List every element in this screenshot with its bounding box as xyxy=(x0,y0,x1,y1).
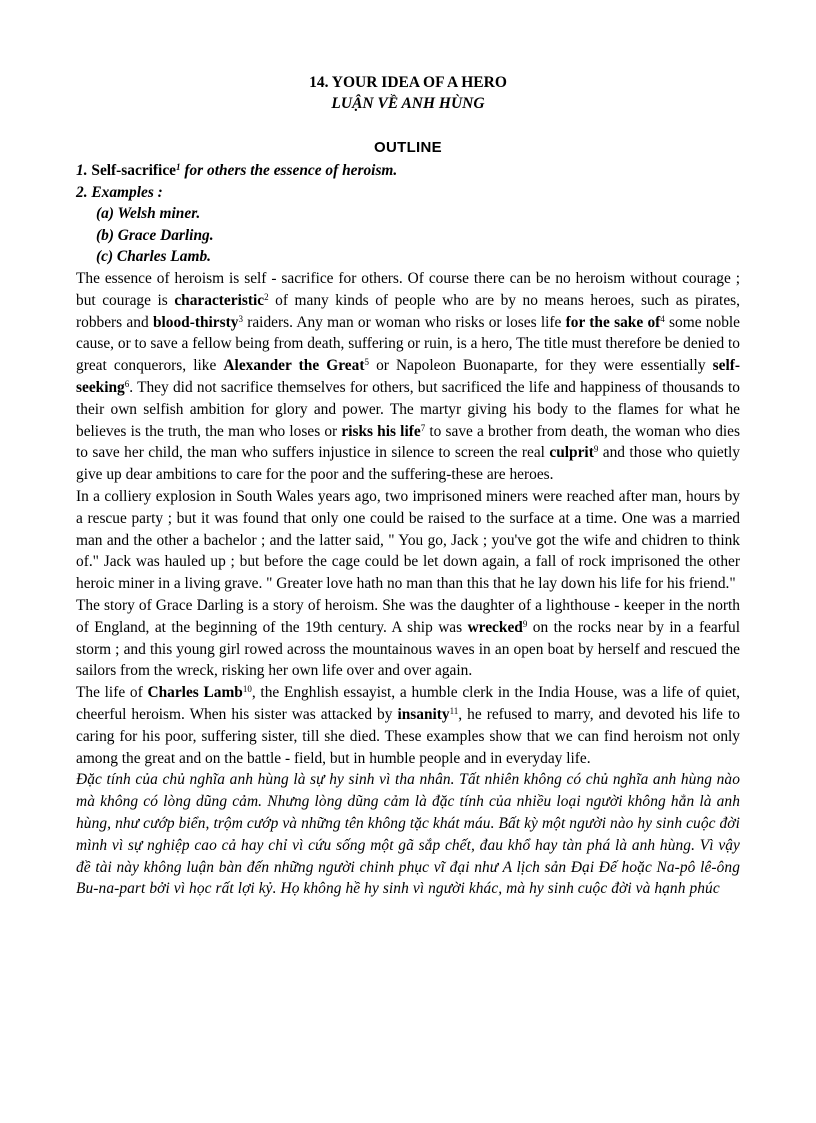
keyword: insanity xyxy=(397,705,450,723)
footnote-ref: 3 xyxy=(238,313,243,324)
keyword: for the sake of xyxy=(565,313,661,331)
paragraph-grace-darling: The story of Grace Darling is a story of heroism. She was the daughter of a lighthouse - keeper in the north of England, at the beginning of the 19th century. A ship was wrecked$^9$ on the rocks near by in a fearful storm ; and this young girl rowed across the mountainous waves in an open boat by herself and rescued the sailors from the wreck, risking her own life over and over again. xyxy=(76,596,740,680)
keyword: wrecked xyxy=(467,618,523,636)
outline-item-1: 1. Self-sacrifice$^1$ for others the essence of heroism. xyxy=(76,162,398,179)
footnote-ref: 9 xyxy=(522,618,528,629)
outline-list xyxy=(76,160,746,268)
page-title: 14. YOUR IDEA OF A HERO xyxy=(309,74,507,91)
keyword: self-seeking xyxy=(76,357,740,396)
paragraph-charles-lamb: The life of Charles Lamb$^{10}$, the Enghlish essayist, a humble clerk in the India House, was a life of quiet, cheerful heroism. When his sister was attacked by insanity$^{11}$, he refused to marry, and devoted his life to caring for his poor, suffering sister, till she died. These examples show that we can find heroism not only among the great and on the battle - field, but in humble people and in everyday life. xyxy=(76,684,740,767)
outline-keyword: Self-sacrifice xyxy=(91,162,176,179)
paragraph-vietnamese-translation: Đặc tính của chủ nghĩa anh hùng là sự hy sinh vì tha nhân. Tất nhiên không có chủ nghĩa anh hùng nào mà không có lòng dũng cảm. Nhưng lòng dũng cảm là đặc tính của nhiều loại người không hẳn là anh hùng, như cướp biển, trộm cướp và những tên không tặc khát máu. Bất kỳ một người nào hy sinh cuộc đời mình vì sự nghiệp cao cả hay chỉ vì cứu sống một gã sắp chết, đau khổ hay tàn phá là anh hùng. Vì vậy đề tài này không luận bàn đến những người chinh phục vĩ đại như A lịch sản Đại Đế hoặc Na-pô lê-ông Bu-na-part bởi vì học rất lợi kỷ. Họ không hề hy sinh vì người khác, mà hy sinh cuộc đời và hạnh phúc xyxy=(76,771,740,898)
outline-item-2: 2. Examples : xyxy=(76,183,163,201)
footnote-ref: 9 xyxy=(593,444,599,455)
footnote-ref: 10 xyxy=(242,684,252,695)
outline-subitem-c: (c) Charles Lamb. xyxy=(96,248,211,265)
essay-body xyxy=(76,268,740,900)
footnote-ref: 5 xyxy=(364,357,369,368)
footnote-ref: 7 xyxy=(420,422,426,433)
page-subtitle: LUẬN VỀ ANH HÙNG xyxy=(331,95,485,112)
keyword: Charles Lamb xyxy=(147,684,243,702)
footnote-ref: 1 xyxy=(176,162,181,172)
footnote-ref: 6 xyxy=(124,378,130,389)
paragraph-essence-of-heroism: The essence of heroism is self - sacrifice for others. Of course there can be no heroism without courage ; but courage is characteristic$^2$ of many kinds of people who are by no means heroes, such as pirates, robbers and blood-thirsty$^3$ raiders. Any man or woman who risks or loses life for the sake $of^4$ some noble cause, or to save a fellow being from death, suffering or ruin, is a hero, The title must therefore be denied to great conquerors, like Alexander the Great$^5$ or Napoleon Buonaparte, for they were essentially self-seeking$^6$. They did not sacrifice themselves for others, but sacrificed the life and happiness of thousands to their own selfish ambition for glory and power. The martyr giving his body to the flames for what he believes is the truth, the man who loses or risks his life$^7$ to save a brother from death, the woman who dies to save her child, the man who suffers injustice in silence to screen the real culprit$^9$ and those who quietly give up dear ambitions to care for the poor and the suffering-these are heroes. xyxy=(76,270,741,484)
keyword: culprit xyxy=(549,444,594,462)
footnote-ref: 2 xyxy=(264,291,269,302)
keyword: blood-thirsty xyxy=(152,313,239,331)
outline-subitem-b: (b) Grace Darling. xyxy=(96,226,214,244)
keyword: characteristic xyxy=(174,291,265,309)
footnote-ref: 4 xyxy=(660,313,665,324)
keyword: Alexander the Great xyxy=(223,357,365,375)
outline-subitem-a: (a) Welsh miner. xyxy=(96,205,201,222)
keyword: risks his life xyxy=(341,422,421,440)
footnote-ref: 11 xyxy=(449,705,459,716)
outline-heading: OUTLINE xyxy=(374,139,442,156)
paragraph-welsh-miner: In a colliery explosion in South Wales years ago, two imprisoned miners were reached after man, hours by a rescue party ; but it was found that only one could be raised to the surface at a time. One was a married man and the other a bachelor ; and the latter said, " You go, Jack ; you've got the wife and chidren to think of." Jack was hauled up ; but before the cage could be let down again, a fall of rock imprisoned the other heroic miner in a living grave. " Greater love hath no man than this that he lay down his life for his friend." xyxy=(76,487,740,593)
